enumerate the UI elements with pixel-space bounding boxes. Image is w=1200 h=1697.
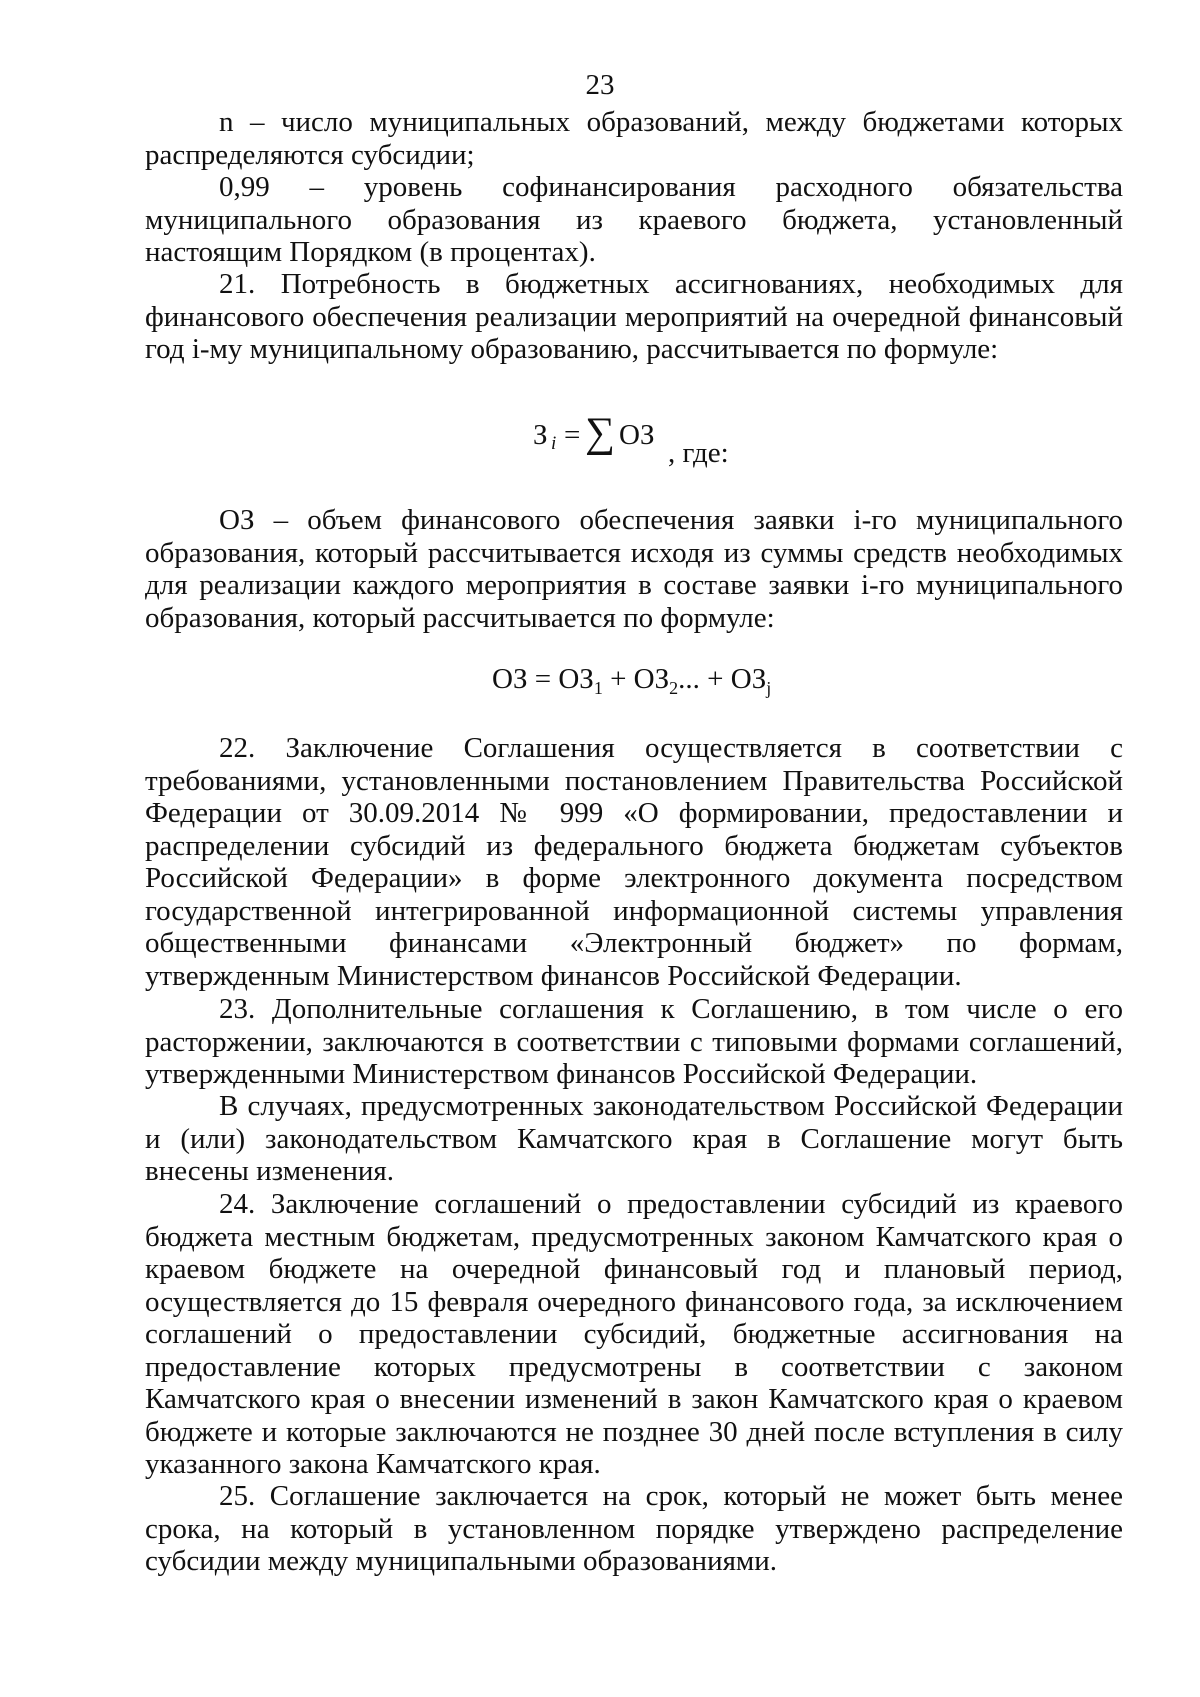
formula-suffix: , где: [668,437,729,469]
page-number: 23 [585,69,615,101]
formula-need-sum [533,410,733,470]
formula2-sub-2: 2 [669,678,679,698]
paragraph-oz-definition: ОЗ – объем финансового обеспечения заявки i-го муниципального образования, который рассчитывается исходя из суммы средств необходимых для реализации каждого мероприятия в составе заявки i-го муниципального образования, который рассчитывается по формуле: [145,504,1123,634]
formula2-sub-3: j [766,678,772,698]
formula-term: ОЗ [619,419,655,451]
formula2-lhs: ОЗ = [492,663,552,695]
formula2-term-3: ОЗ [730,663,767,695]
formula2-dots: ... [678,663,700,695]
formula2-plus-2: + [707,663,724,695]
formula2-term-2: ОЗ [633,663,670,695]
formula-lhs: З [533,419,548,451]
formula2-plus-1: + [610,663,627,695]
paragraph-cofinancing-level: 0,99 – уровень софинансирования расходного обязательства муниципального образования из краевого бюджета, установленный настоящим Порядком (в процентах). [145,171,1123,268]
sigma-symbol: ∑ [585,410,615,456]
paragraph-n-definition: n – число муниципальных образований, между бюджетами которых распределяются субсидии; [145,106,1123,171]
paragraph-21: 21. Потребность в бюджетных ассигнованиях, необходимых для финансового обеспечения реализации мероприятий на очередной финансовый год i-му муниципальному образованию, рассчитывается по формуле: [145,268,1123,365]
paragraph-24: 24. Заключение соглашений о предоставлении субсидий из краевого бюджета местным бюджетам, предусмотренных законом Камчатского края о краевом бюджете на очередной финансовый год и плановый период, осуществляется до 15 февраля очередного финансового года, за исключением соглашений о предоставлении субсидий, бюджетные ассигнования на предоставление которых предусмотрены в соответствии с законом Камчатского края о внесении изменений в закон Камчатского края о краевом бюджете и которые заключаются не позднее 30 дней после вступления в силу указанного закона Камчатского края. [145,1188,1123,1480]
paragraph-25: 25. Соглашение заключается на срок, который не может быть менее срока, на который в установленном порядке утверждено распределение субсидии между муниципальными образованиями. [145,1480,1123,1577]
paragraph-amendments: В случаях, предусмотренных законодательством Российской Федерации и (или) законодательством Камчатского края в Соглашение могут быть внесены изменения. [145,1090,1123,1187]
formula-oz-sum [492,662,771,699]
paragraph-22: 22. Заключение Соглашения осуществляется в соответствии с требованиями, установленными постановлением Правительства Российской Федерации от 30.09.2014 № 999 «О формировании, предоставлении и распределении субсидий из федерального бюджета бюджетам субъектов Российской Федерации» в форме электронного документа посредством государственной интегрированной информационной системы управления общественными финансами «Электронный бюджет» по формам, утвержденным Министерством финансов Российской Федерации. [145,732,1123,992]
paragraph-23: 23. Дополнительные соглашения к Соглашению, в том числе о его расторжении, заключаются в соответствии с типовыми формами соглашений, утвержденными Министерством финансов Российской Федерации. [145,993,1123,1090]
formula-lhs-subscript: i [551,433,557,454]
formula2-term-1: ОЗ [558,663,594,695]
formula-equals: = [564,419,581,451]
formula2-sub-1: 1 [593,678,603,698]
